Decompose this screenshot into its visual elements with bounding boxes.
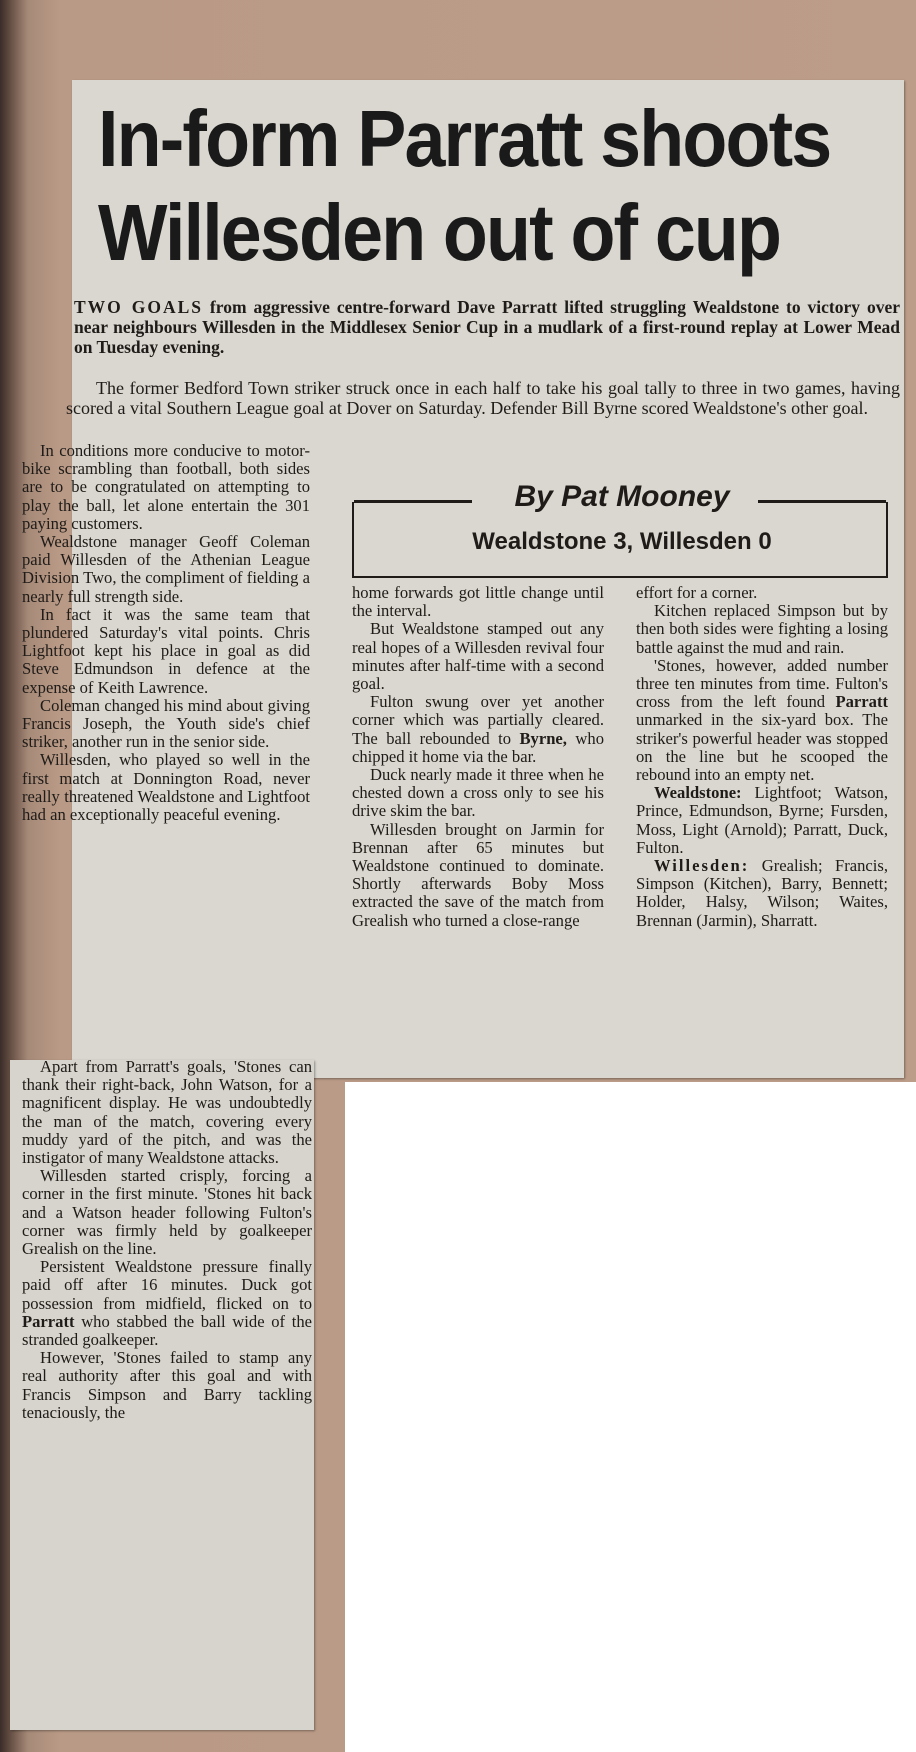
byline: By Pat Mooney bbox=[514, 480, 730, 513]
lineup-label: Willesden: bbox=[654, 856, 750, 876]
column-1-top bbox=[22, 442, 310, 824]
text-run: 'Stones, however, added number three ten minutes from time. Fulton's cross from the left found bbox=[636, 655, 888, 712]
paragraph: Apart from Parratt's goals, 'Stones can thank their right-back, John Watson, for a magnificent display. He was undoubtedly the man of the match, covering every muddy yard of the pitch, and was the instigator of many Wealdstone attacks. bbox=[22, 1057, 312, 1168]
paragraph bbox=[636, 657, 888, 784]
paragraph: Willesden started crisply, forcing a corner in the first minute. 'Stones hit back and a Watson header following Fulton's corner was firmly held by goalkeeper Grealish on the line. bbox=[22, 1166, 312, 1259]
paragraph: Kitchen replaced Simpson but by then both sides were fighting a losing battle against the mud and rain. bbox=[636, 601, 888, 657]
text-run: who chipped it home via the bar. bbox=[352, 728, 604, 766]
score-line: Wealdstone 3, Willesden 0 bbox=[472, 528, 772, 555]
byline-box bbox=[352, 480, 888, 578]
standfirst-rest: from aggressive centre-forward Dave Parratt lifted struggling Wealdstone to victory over near neighbours Willesden in the Middlesex Senior Cup in a mudlark of a first-round replay at Lower Mead on Tuesday evening. bbox=[74, 297, 900, 357]
standfirst bbox=[74, 297, 900, 357]
bold-name: Parratt bbox=[22, 1311, 75, 1331]
bold-name: Byrne, bbox=[519, 728, 567, 748]
text-run: Persistent Wealdstone pressure finally paid off after 16 minutes. Duck got possession from midfield, flicked on to bbox=[22, 1257, 312, 1313]
lineup-names: Lightfoot; Watson, Prince, Edmundson, Byrne; Fursden, Moss, Light (Arnold); Parratt, Duck, Fulton. bbox=[636, 783, 888, 857]
headline-line-2: Willesden out of cup bbox=[98, 188, 781, 277]
paragraph: In fact it was the same team that plundered Saturday's vital points. Chris Lightfoot kept his place in goal as did Steve Edmundson in defence at the expense of Keith Lawrence. bbox=[22, 604, 310, 697]
paragraph: Willesden brought on Jarmin for Brennan after 65 minutes but Wealdstone continued to dominate. Shortly afterwards Boby Moss extracted the save of the match from Grealish who turned a close-range bbox=[352, 819, 604, 930]
paragraph: Wealdstone manager Geoff Coleman paid Willesden of the Athenian League Division Two, the compliment of fielding a nearly full strength side. bbox=[22, 532, 310, 606]
headline bbox=[98, 92, 834, 280]
column-3 bbox=[636, 584, 888, 930]
paragraph: Duck nearly made it three when he chested down a cross only to see his drive skim the bar. bbox=[352, 765, 604, 821]
paragraph bbox=[22, 1258, 312, 1349]
paragraph: home forwards got little change until the interval. bbox=[352, 583, 604, 621]
paragraph: In conditions more conducive to motor-bike scrambling than football, both sides are to be congratulated on attempting to play the ball, let alone entertain the 301 paying customers. bbox=[22, 441, 310, 533]
text-run: who stabbed the ball wide of the stranded goalkeeper. bbox=[22, 1311, 312, 1350]
column-2 bbox=[352, 584, 604, 930]
paragraph: But Wealdstone stamped out any real hopes of a Willesden revival four minutes after half-time with a second goal. bbox=[352, 619, 604, 694]
lineup-names: Grealish; Francis, Simpson (Kitchen), Barry, Bennett; Holder, Halsy, Wilson; Waites, Brennan (Jarmin), Sharratt. bbox=[636, 856, 888, 930]
text-run: Fulton swung over yet another corner which was partially cleared. The ball rebounded to bbox=[352, 692, 604, 748]
lineup-label: Wealdstone: bbox=[654, 783, 742, 803]
headline-line-1: In-form Parratt shoots bbox=[98, 94, 831, 183]
paragraph: effort for a corner. bbox=[636, 583, 758, 602]
lineup-willesden bbox=[636, 857, 888, 930]
text-run: unmarked in the six-yard box. The striker's powerful header was stopped on the line but he scooped the rebound into an empty net. bbox=[636, 710, 888, 785]
paragraph: However, 'Stones failed to stamp any real authority after this goal and with Francis Simpson and Barry tackling tenaciously, the bbox=[22, 1348, 312, 1422]
bold-name: Parratt bbox=[835, 692, 888, 712]
paragraph: Coleman changed his mind about giving Francis Joseph, the Youth side's chief striker, another run in the senior side. bbox=[22, 695, 310, 752]
blank-white-area bbox=[345, 1082, 916, 1752]
column-1-bottom bbox=[22, 1058, 312, 1422]
lineup-wealdstone bbox=[636, 784, 888, 857]
paragraph: Willesden, who played so well in the first match at Donnington Road, never really threatened Wealdstone and Lightfoot had an exceptionally peaceful evening. bbox=[22, 750, 310, 825]
paragraph bbox=[352, 693, 604, 766]
intro-paragraph: The former Bedford Town striker struck once in each half to take his goal tally to three in two games, having scored a vital Southern League goal at Dover on Saturday. Defender Bill Byrne scored Wealdstone's other goal. bbox=[66, 378, 900, 418]
standfirst-lead: TWO GOALS bbox=[74, 297, 203, 317]
